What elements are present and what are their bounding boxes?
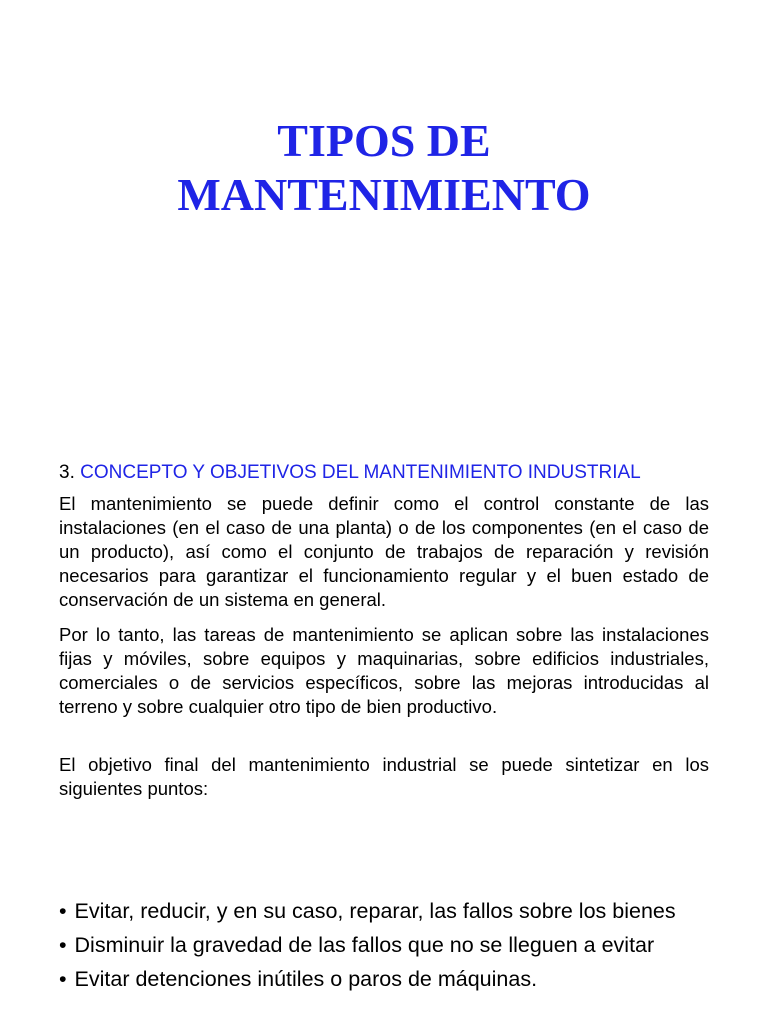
paragraph-definition: El mantenimiento se puede definir como el control constante de las instalaciones (en el caso de una planta) o de los componentes (en el caso de un producto), así como el conjunto de trabajos de reparación y revisión necesarios para garantizar el funcionamiento regular y el buen estado de conservación de un sistema en general. — [59, 493, 709, 610]
bullet-icon: • — [59, 933, 67, 957]
paragraph-objective: El objetivo final del mantenimiento industrial se puede sintetizar en los siguientes puntos: — [59, 754, 709, 799]
list-item — [59, 932, 709, 959]
paragraph-scope: Por lo tanto, las tareas de mantenimiento se aplican sobre las instalaciones fijas y móviles, sobre equipos y maquinarias, sobre edificios industriales, comerciales o de servicios específicos, sobre las mejoras introducidas al terreno y sobre cualquier otro tipo de bien productivo. — [59, 624, 709, 717]
title-line-2: MANTENIMIENTO — [177, 169, 591, 220]
list-item — [59, 966, 709, 993]
list-item — [59, 898, 709, 925]
list-item-text: Evitar detenciones inútiles o paros de máquinas. — [74, 967, 538, 991]
list-item-text: Disminuir la gravedad de las fallos que no se lleguen a evitar — [74, 933, 655, 957]
objectives-list — [59, 898, 709, 1000]
section-heading — [59, 461, 709, 485]
bullet-icon: • — [59, 899, 67, 923]
title-line-1: TIPOS DE — [277, 115, 491, 166]
bullet-icon: • — [59, 967, 67, 991]
section-number: 3. — [59, 462, 75, 483]
section-heading-text: CONCEPTO Y OBJETIVOS DEL MANTENIMIENTO INDUSTRIAL — [80, 462, 641, 483]
list-item-text: Evitar, reducir, y en su caso, reparar, las fallos sobre los bienes — [74, 899, 676, 923]
page-title — [0, 114, 768, 222]
